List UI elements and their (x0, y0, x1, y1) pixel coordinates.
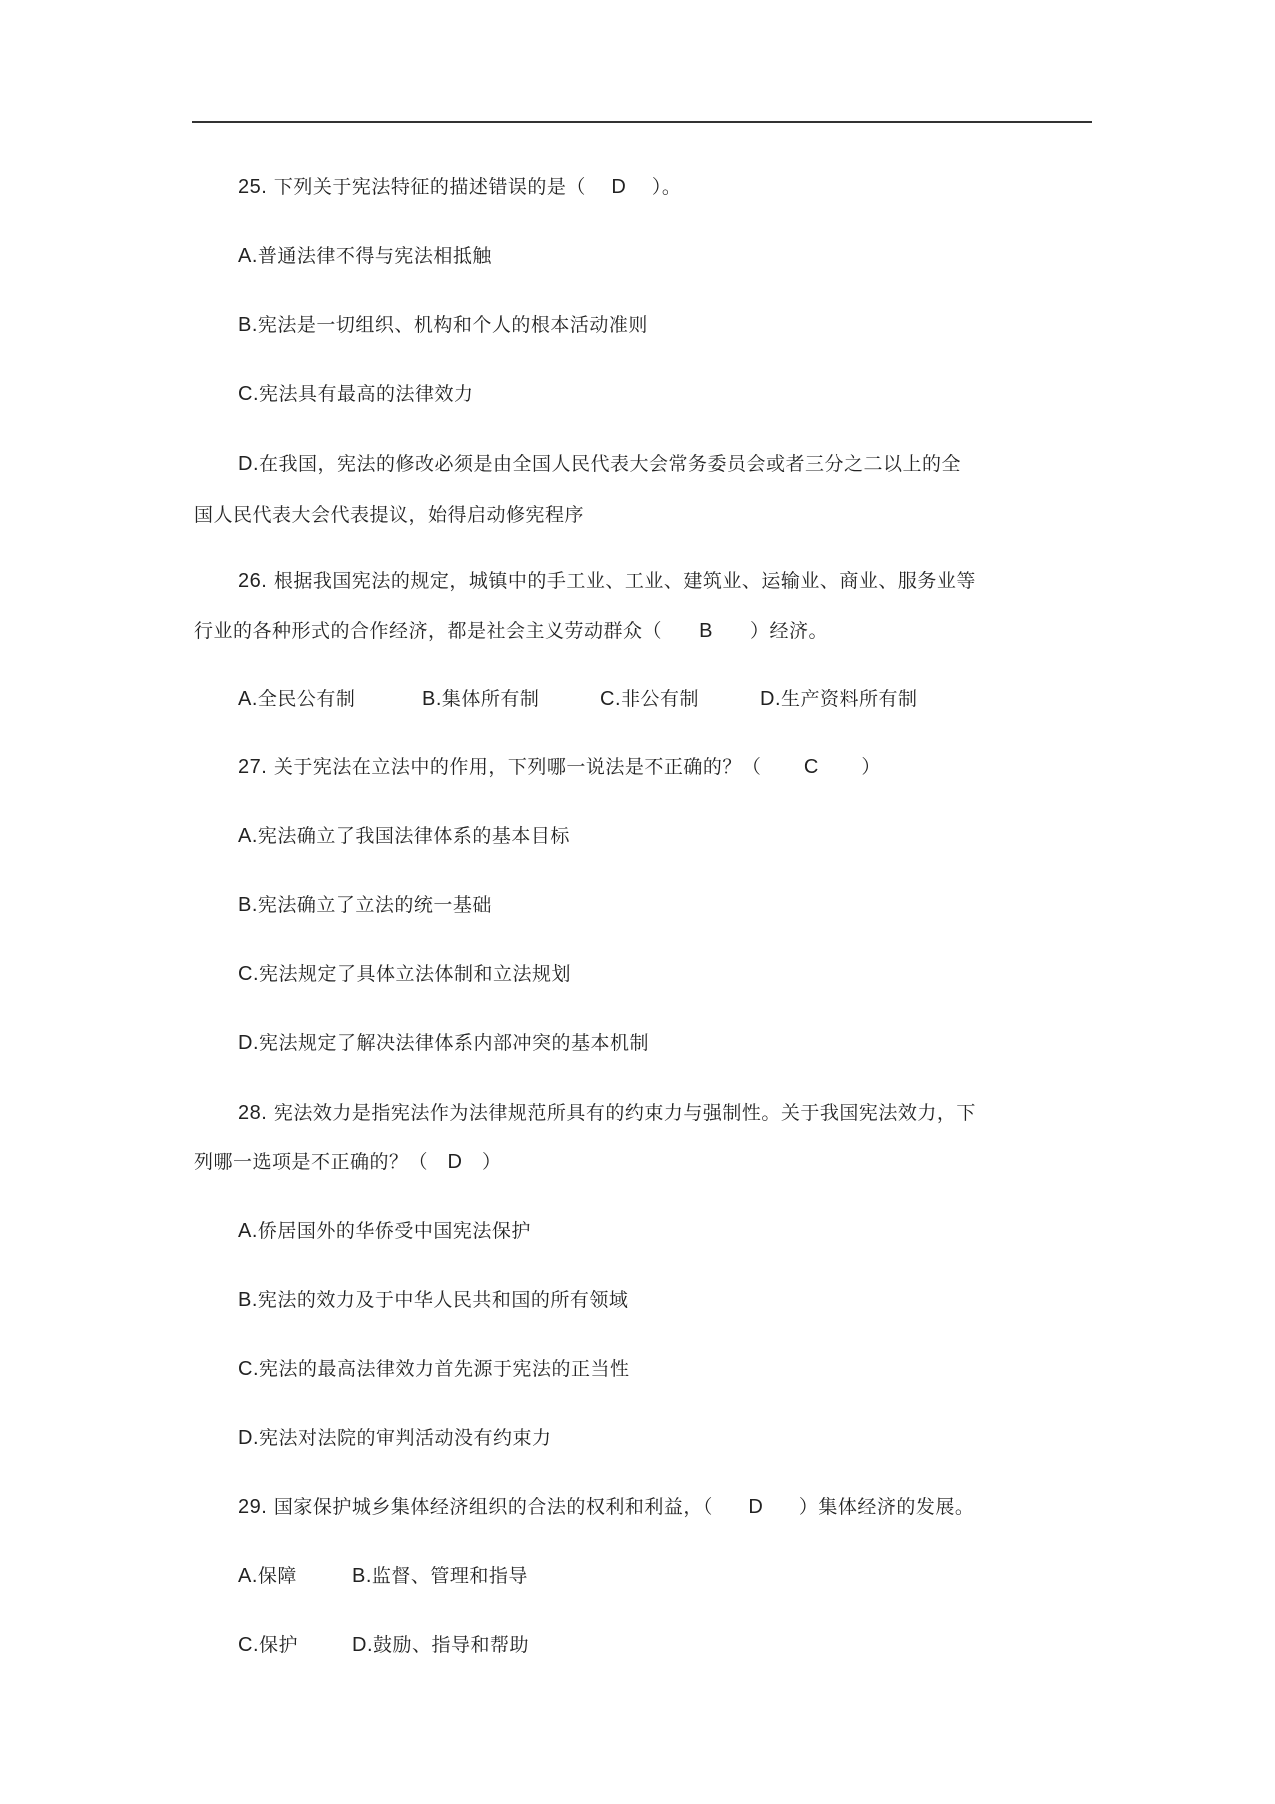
option-letter: C. (238, 1634, 259, 1656)
option-letter: C. (238, 383, 259, 405)
option-text: 监督、管理和指导 (371, 1565, 528, 1587)
question-number: 28. (238, 1102, 268, 1124)
question-number: 29. (238, 1496, 268, 1518)
option-row (0, 1632, 1275, 1658)
option-text: 宪法规定了解决法律体系内部冲突的基本机制 (259, 1032, 650, 1054)
header-rule (192, 121, 1092, 123)
answer-value: B (699, 620, 713, 642)
option-letter: B. (238, 894, 258, 916)
option-text: 鼓励、指导和帮助 (373, 1634, 530, 1656)
option-text: 普通法律不得与宪法相抵触 (257, 245, 492, 267)
question-suffix: ） (861, 756, 881, 778)
question-suffix: ） (482, 1151, 502, 1173)
answer-value: D (748, 1496, 764, 1518)
option-item (760, 686, 918, 712)
option-line (238, 1218, 531, 1244)
option-line (238, 823, 570, 849)
option-text: 侨居国外的华侨受中国宪法保护 (257, 1220, 531, 1242)
option-text: 宪法具有最高的法律效力 (259, 383, 474, 405)
question-text: 宪法效力是指宪法作为法律规范所具有的约束力与强制性。关于我国宪法效力，下 (273, 1102, 976, 1124)
question-text: 关于宪法在立法中的作用，下列哪一说法是不正确的？（ (273, 756, 762, 778)
option-line (238, 1425, 552, 1451)
option-letter: A. (238, 825, 258, 847)
option-text: 在我国，宪法的修改必须是由全国人民代表大会常务委员会或者三分之二以上的全 (259, 453, 962, 475)
option-text: 保护 (259, 1634, 299, 1656)
question-text: 国家保护城乡集体经济组织的合法的权利和利益，（ (273, 1496, 713, 1518)
option-line (238, 1030, 649, 1056)
option-text: 宪法是一切组织、机构和个人的根本活动准则 (257, 314, 648, 336)
option-letter: B. (352, 1565, 372, 1587)
question-28-stem (238, 1100, 976, 1126)
option-item (238, 1563, 297, 1589)
option-letter: C. (238, 963, 259, 985)
question-text-cont: 行业的各种形式的合作经济，都是社会主义劳动群众（ (194, 620, 663, 642)
option-line (238, 381, 474, 407)
question-suffix: ）经济。 (750, 620, 829, 642)
option-text: 宪法确立了立法的统一基础 (257, 894, 492, 916)
option-text: 宪法的效力及于中华人民共和国的所有领域 (257, 1289, 629, 1311)
option-letter: D. (238, 1427, 259, 1449)
question-text-cont: 列哪一选项是不正确的？（ (194, 1151, 429, 1173)
option-letter: B. (238, 1289, 258, 1311)
option-letter: A. (238, 1565, 258, 1587)
question-suffix: ）。 (651, 176, 682, 198)
option-text: 全民公有制 (257, 688, 356, 710)
option-line (238, 243, 492, 269)
option-text: 非公有制 (621, 688, 700, 710)
option-letter: B. (238, 314, 258, 336)
option-item (238, 686, 355, 712)
option-letter: D. (352, 1634, 373, 1656)
option-row (0, 1563, 1275, 1589)
answer-value: D (447, 1151, 463, 1173)
question-26-continuation (194, 618, 828, 644)
question-text: 下列关于宪法特征的描述错误的是（ (273, 176, 586, 198)
option-line (238, 451, 961, 477)
option-line (238, 892, 492, 918)
option-line (238, 1287, 628, 1313)
question-number: 27. (238, 756, 268, 778)
option-letter: C. (238, 1358, 259, 1380)
question-number: 25. (238, 176, 268, 198)
option-text: 宪法的最高法律效力首先源于宪法的正当性 (259, 1358, 630, 1380)
option-line (238, 961, 571, 987)
question-25-stem (238, 174, 681, 200)
option-item (600, 686, 699, 712)
option-text: 宪法对法院的审判活动没有约束力 (259, 1427, 552, 1449)
question-26-stem (238, 568, 976, 594)
option-letter: C. (600, 688, 621, 710)
option-letter: D. (238, 1032, 259, 1054)
option-line (238, 1356, 630, 1382)
option-letter: A. (238, 245, 258, 267)
option-row (0, 686, 1275, 712)
option-letter: D. (760, 688, 781, 710)
option-letter: B. (422, 688, 442, 710)
option-line (238, 312, 648, 338)
option-continuation: 国人民代表大会代表提议，始得启动修宪程序 (194, 504, 585, 526)
option-item (352, 1632, 529, 1658)
option-item (422, 686, 539, 712)
option-item (352, 1563, 528, 1589)
option-letter: A. (238, 688, 258, 710)
option-text: 生产资料所有制 (781, 688, 918, 710)
option-text: 保障 (257, 1565, 297, 1587)
question-28-continuation (194, 1149, 502, 1175)
question-29-stem (238, 1494, 974, 1520)
question-text: 根据我国宪法的规定，城镇中的手工业、工业、建筑业、运输业、商业、服务业等 (273, 570, 976, 592)
option-text: 集体所有制 (441, 688, 540, 710)
question-suffix: ）集体经济的发展。 (798, 1496, 975, 1518)
question-27-stem (238, 754, 881, 780)
answer-value: D (611, 176, 627, 198)
answer-value: C (803, 756, 819, 778)
option-item (238, 1632, 298, 1658)
question-number: 26. (238, 570, 268, 592)
option-text: 宪法确立了我国法律体系的基本目标 (257, 825, 570, 847)
option-letter: A. (238, 1220, 258, 1242)
option-letter: D. (238, 453, 259, 475)
option-text: 宪法规定了具体立法体制和立法规划 (259, 963, 572, 985)
